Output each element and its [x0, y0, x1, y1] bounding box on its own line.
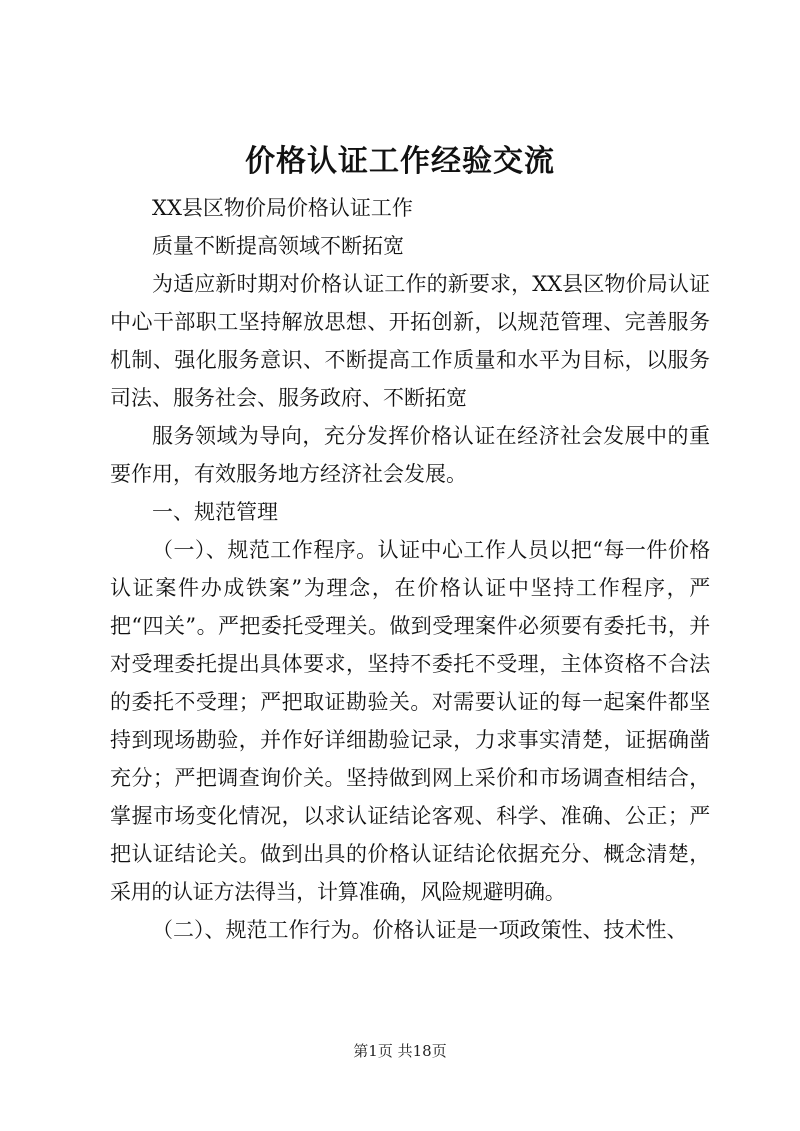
paragraph-work-conduct: （二）、规范工作行为。价格认证是一项政策性、技术性、	[152, 918, 688, 942]
page-number-footer: 第1页 共18页	[353, 1042, 447, 1060]
paragraph-work-procedure: （一）、规范工作程序。认证中心工作人员以把“每一件价格认证案件办成铁案”为理念，在价格认证中坚持工作程序，严把“四关”。严把委托受理关。做到受理案件必须要有委托书，并对受理委托提出具体要求，坚持不委托不受理，主体资格不合法的委托不受理；严把取证勘验关。对需要认证的每一起案件都坚持到现场勘验，并作好详细勘验记录，力求事实清楚，证据确凿充分；严把调查询价关。坚持做到网上采价和市场调查相结合，掌握市场变化情况，以求认证结论客观、科学、准确、公正；严把认证结论关。做到出具的价格认证结论依据充分、概念清楚，采用的认证方法得当，计算准确，风险规避明确。	[110, 538, 710, 904]
section-heading-1: 一、规范管理	[152, 500, 278, 524]
document-title: 价格认证工作经验交流	[245, 144, 555, 179]
paragraph-subtitle-2: 质量不断提高领域不断拓宽	[152, 234, 404, 258]
paragraph-subtitle-1: XX县区物价局价格认证工作	[152, 196, 413, 220]
paragraph-intro-continued: 服务领域为导向，充分发挥价格认证在经济社会发展中的重要作用，有效服务地方经济社会发展。	[110, 424, 710, 486]
paragraph-intro: 为适应新时期对价格认证工作的新要求，XX县区物价局认证中心干部职工坚持解放思想、开拓创新，以规范管理、完善服务机制、强化服务意识、不断提高工作质量和水平为目标，以服务司法、服务社会、服务政府、不断拓宽	[110, 272, 710, 410]
document-body	[110, 189, 710, 949]
